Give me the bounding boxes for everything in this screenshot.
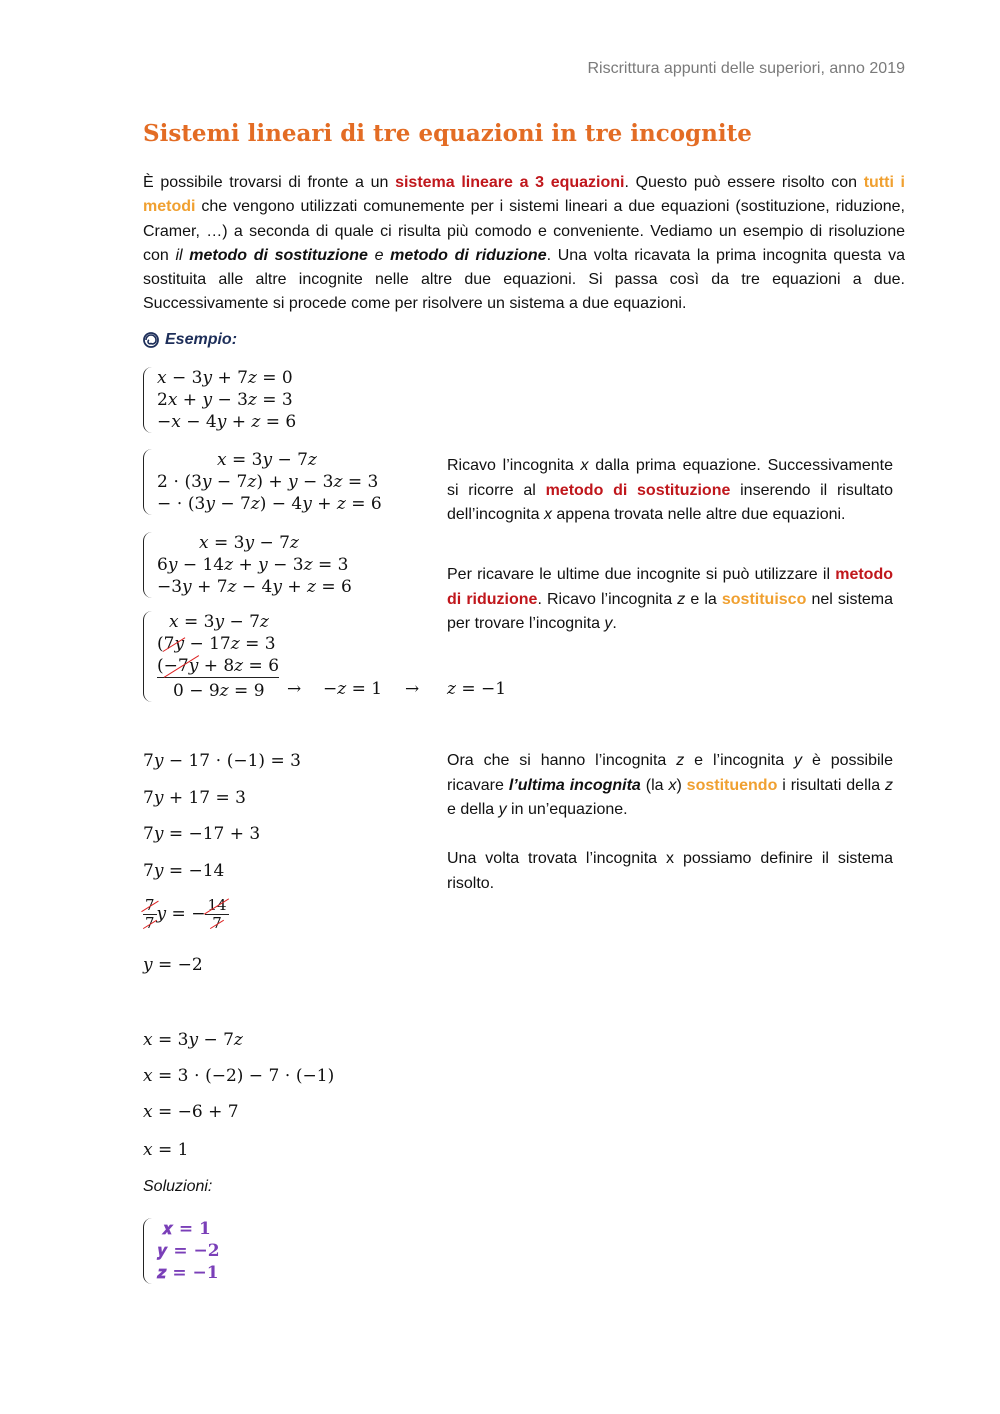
- page-header: Riscrittura appunti delle superiori, anno 2019: [587, 60, 905, 77]
- equation: 6𝑦 − 14𝑧 + 𝑦 − 3𝑧 = 3: [157, 555, 349, 575]
- equation: 7𝑦 = −17 + 3: [143, 824, 261, 844]
- solutions-label: Soluzioni:: [143, 1178, 213, 1195]
- note-last-unknown: Ora che si hanno l’incognita z e l’incognita y è possibile ricavare l’ultima incognita (la x) sostituendo i risultati della z e della y in un’equazione.: [447, 752, 894, 818]
- equation: 𝑥 = −6 + 7: [143, 1102, 239, 1122]
- page-title: Sistemi lineari di tre equazioni in tre incognite: [143, 120, 752, 147]
- note-substitution: Ricavo l’incognita x dalla prima equazione. Successivamente si ricorre al metodo di sostituzione inserendo il risultato dell’incognita x appena trovata nelle altre due equazioni.: [447, 457, 893, 523]
- equation: 2𝑥 + 𝑦 − 3𝑧 = 3: [157, 390, 293, 410]
- equation: 𝑥 = 3𝑦 − 7𝑧: [143, 1030, 243, 1050]
- equation: −𝑥 − 4𝑦 + 𝑧 = 6: [157, 412, 297, 432]
- equation: 𝑥 = 3 ⋅ (−2) − 7 ⋅ (−1): [143, 1066, 335, 1086]
- highlight-metodi: tutti i metodi: [143, 174, 905, 216]
- equation: −𝑧 = 1: [323, 679, 383, 699]
- equation: (−7𝑦 + 8𝑧 = 6: [157, 656, 280, 676]
- solution-z: 𝒛 = −𝟏: [157, 1263, 219, 1283]
- equation: −3𝑦 + 7𝑧 − 4𝑦 + 𝑧 = 6: [157, 577, 352, 597]
- equation: 7𝑦 − 17 ⋅ (−1) = 3: [143, 751, 301, 771]
- equation: − ⋅ (3𝑦 − 7𝑧) − 4𝑦 + 𝑧 = 6: [157, 494, 382, 514]
- solution-system: [143, 1218, 220, 1284]
- system-expanded: [143, 532, 352, 598]
- equation: (7𝑦 − 17𝑧 = 3: [157, 634, 276, 654]
- arrow: →: [405, 679, 420, 699]
- note-solved: Una volta trovata l’incognita x possiamo definire il sistema risolto.: [447, 850, 893, 892]
- system-substitution: [143, 449, 382, 515]
- equation: 𝑥 = 3𝑦 − 7𝑧: [217, 450, 317, 470]
- spiral-icon: [143, 332, 159, 348]
- equation: 0 − 9𝑧 = 9: [173, 681, 265, 701]
- system-original: [143, 367, 296, 433]
- equation: 7𝑦 = −14: [143, 861, 225, 881]
- equation: 𝑦 = −2: [143, 955, 203, 975]
- arrow: →: [287, 679, 302, 699]
- solution-y: 𝒚 = −𝟐: [157, 1241, 220, 1261]
- equation: 7𝑦 + 17 = 3: [143, 788, 246, 808]
- equation: 𝑥 = 3𝑦 − 7𝑧: [169, 612, 269, 632]
- note-reduction: Per ricavare le ultime due incognite si può utilizzare il metodo di riduzione. Ricavo l’incognita z e la sostituisco nel sistema per trovare l’incognita y.: [447, 566, 894, 632]
- equation: 𝑥 = 3𝑦 − 7𝑧: [199, 533, 299, 553]
- intro-paragraph: È possibile trovarsi di fronte a un sistema lineare a 3 equazioni. Questo può essere risolto con tutti i metodi che vengono utilizzati comunemente per i sistemi lineari a due equazioni (sostituzione, riduzione, Cramer, …) a seconda di quale ci risulta più comodo e conveniente. Vediamo un esempio di risoluzione con il metodo di sostituzione e metodo di riduzione. Una volta ricavata la prima incognita questa va sostituita alle altre incognite nelle altre due equazioni. Si passa così da tre equazioni a due. Successivamente si procede come per risolvere un sistema a due equazioni.: [143, 174, 905, 313]
- highlight-sistema: sistema lineare a 3 equazioni: [395, 174, 625, 191]
- equation-fraction: $\frac{7}{7}$ 𝑦 = − $\frac{14}{7}$: [145, 896, 227, 932]
- solution-x: 𝒙 = 𝟏: [162, 1219, 211, 1239]
- equation: 𝑧 = −1: [447, 679, 507, 699]
- equation: 2 ⋅ (3𝑦 − 7𝑧) + 𝑦 − 3𝑧 = 3: [157, 472, 379, 492]
- equation: 𝑥 = 1: [143, 1140, 189, 1160]
- equation: 𝑥 − 3𝑦 + 7𝑧 = 0: [157, 368, 293, 388]
- system-reduction: [143, 611, 279, 702]
- example-heading: Esempio:: [143, 331, 237, 349]
